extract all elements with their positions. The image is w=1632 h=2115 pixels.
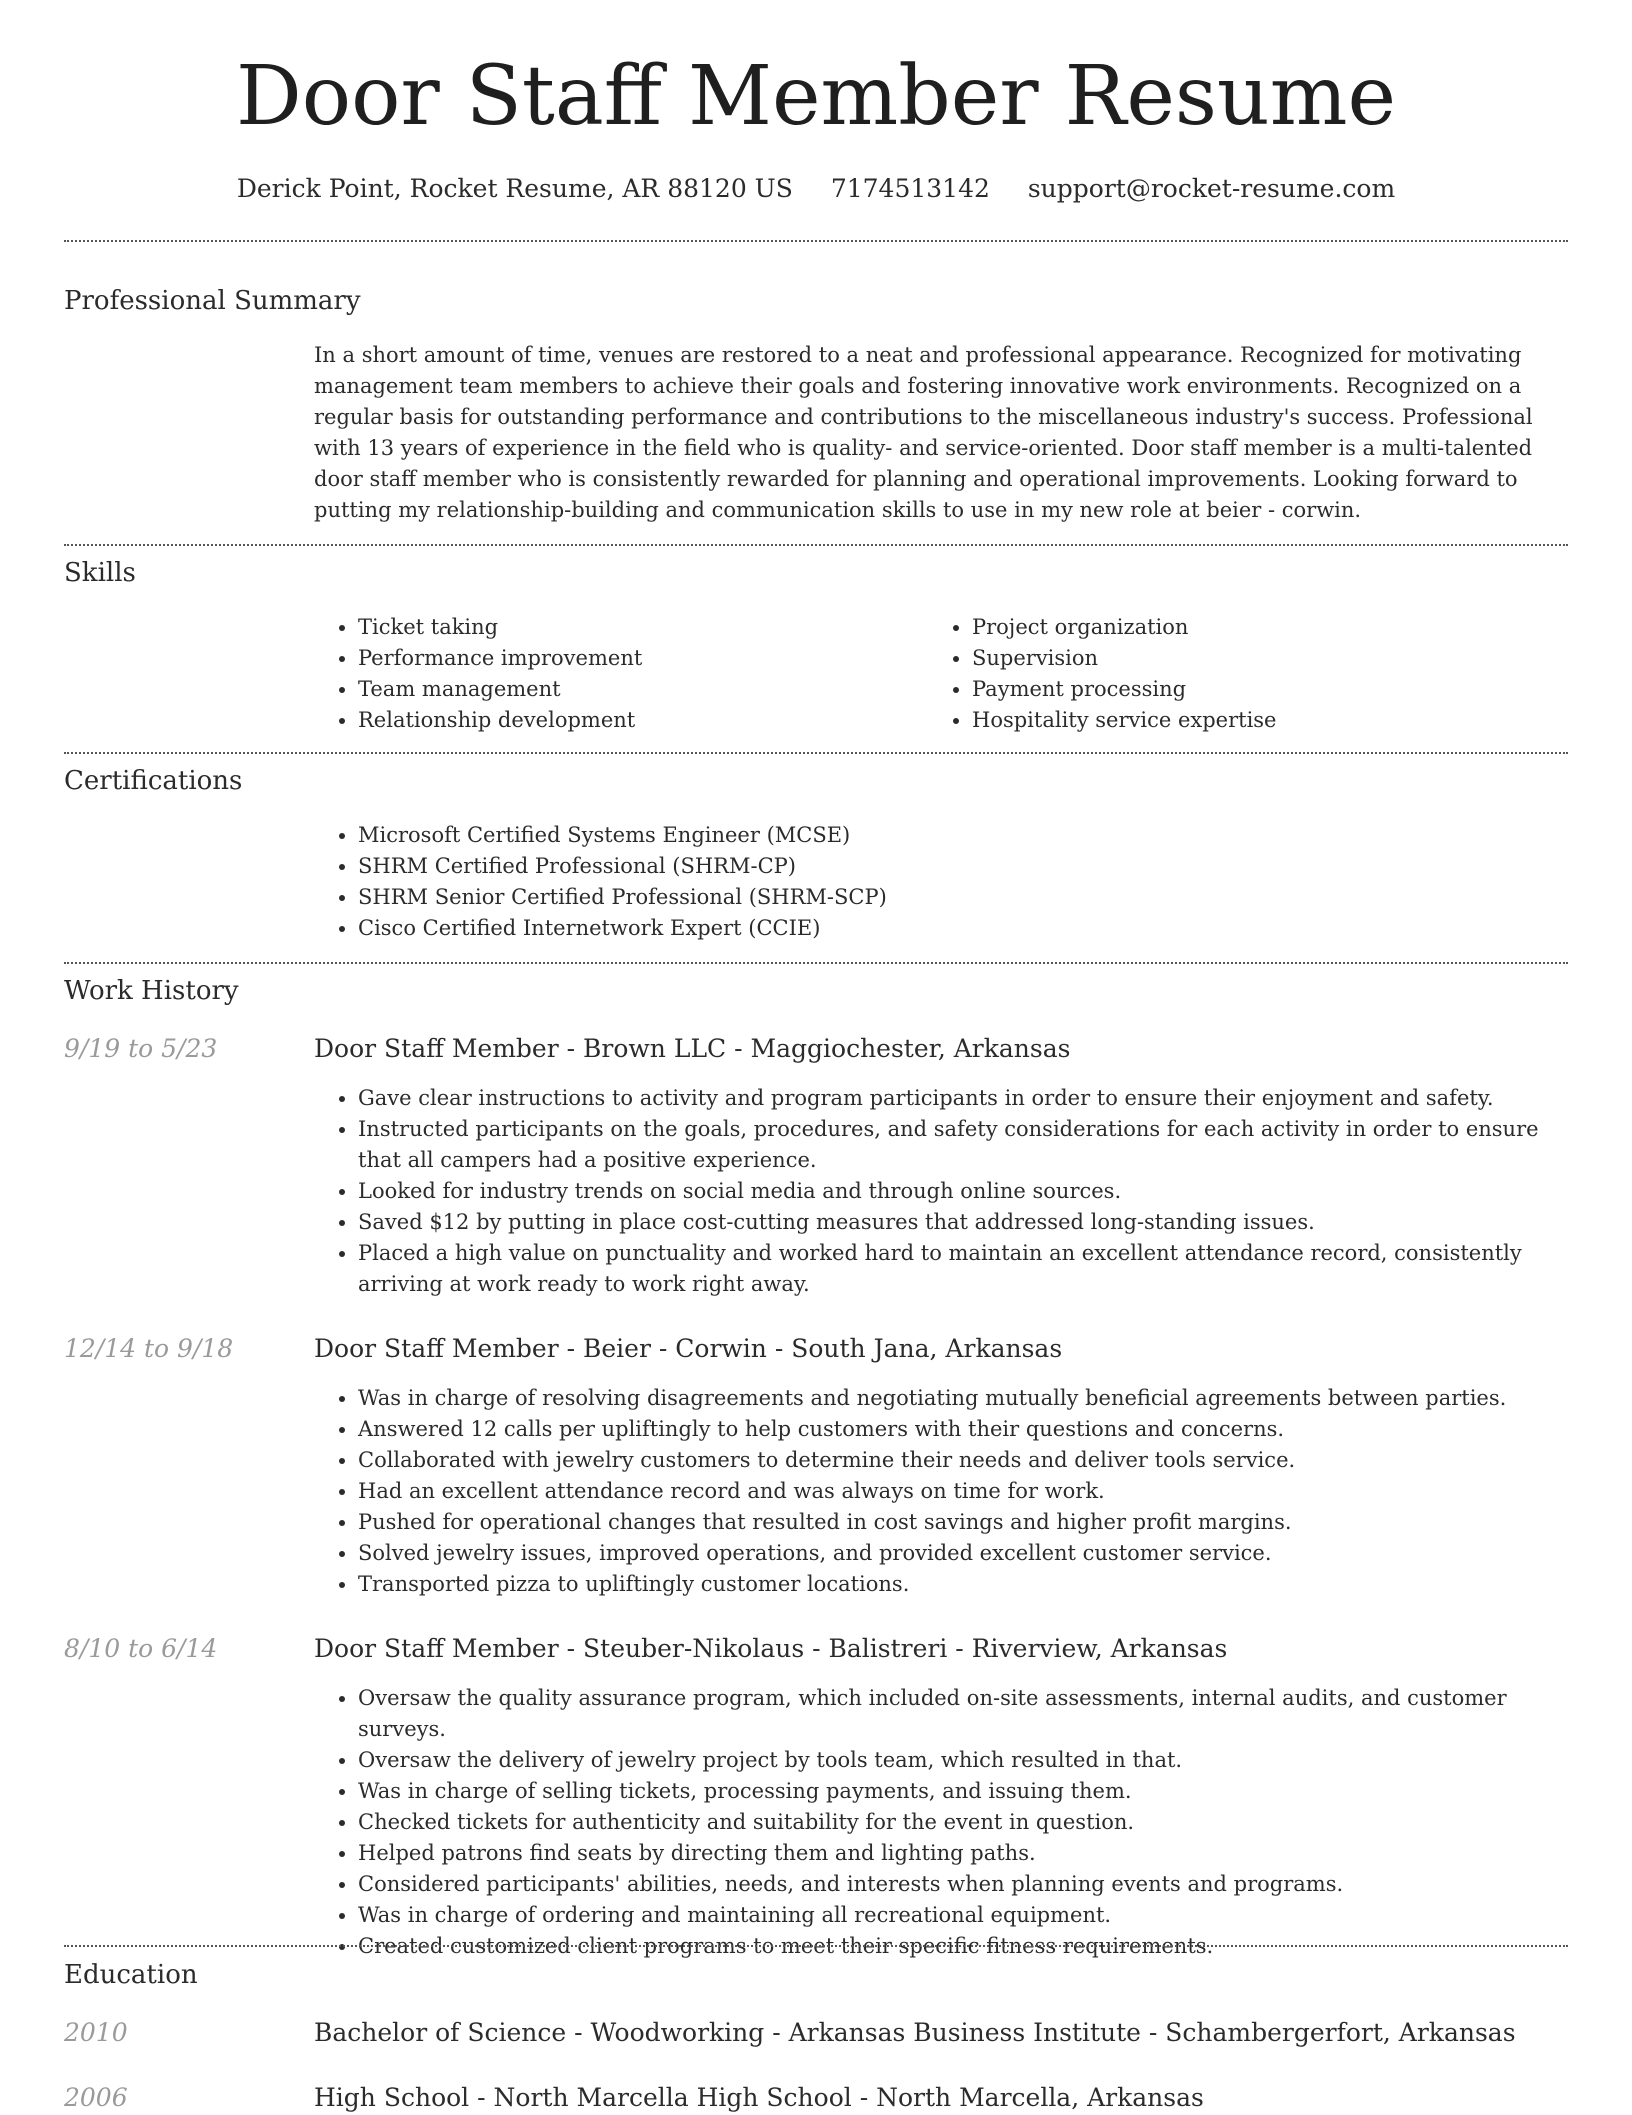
list-item: • Instructed participants on the goals, procedures, and safety considerations for each activity in order to ensure that all campers had a positive experience. [358,1114,1570,1176]
list-item: • Saved $12 by putting in place cost-cutting measures that addressed long-standing issues. [358,1207,1570,1238]
list-item: • Supervision [972,643,1592,674]
list-item: • Team management [358,674,918,705]
education-year: 2006 [64,2083,128,2112]
list-item: • Project organization [972,612,1592,643]
job-dates: 9/19 to 5/23 [64,1034,218,1063]
job-bullets [314,1083,1570,1300]
list-item: • Cisco Certified Internetwork Expert (CCIE) [358,913,1558,944]
list-item: • Helped patrons find seats by directing them and lighting paths. [358,1838,1570,1869]
list-item: • Looked for industry trends on social media and through online sources. [358,1176,1570,1207]
list-item: • Was in charge of ordering and maintaining all recreational equipment. [358,1900,1570,1931]
divider [64,752,1568,754]
job-bullets [314,1683,1570,1962]
list-item: • Considered participants' abilities, needs, and interests when planning events and programs. [358,1869,1570,1900]
certifications-list [314,820,1558,944]
list-item: • Payment processing [972,674,1592,705]
education-year: 2010 [64,2018,128,2047]
job-dates: 12/14 to 9/18 [64,1334,234,1363]
list-item: • Collaborated with jewelry customers to determine their needs and deliver tools service. [358,1445,1570,1476]
list-item: • Transported pizza to upliftingly customer locations. [358,1569,1570,1600]
list-item: • Performance improvement [358,643,918,674]
section-title-certifications: Certifications [64,766,243,796]
list-item: • Was in charge of selling tickets, processing payments, and issuing them. [358,1776,1570,1807]
contact-phone: 7174513142 [830,174,990,203]
contact-email[interactable]: support@rocket-resume.com [1027,174,1396,203]
list-item: • SHRM Senior Certified Professional (SHRM-SCP) [358,882,1558,913]
summary-text: In a short amount of time, venues are restored to a neat and professional appearance. Recognized for motivating management team members to achieve their goals and fostering innovative work environments. Recognized on a regular basis for outstanding performance and contributions to the miscellaneous industry's success. Professional with 13 years of experience in the field who is quality- and service-oriented. Door staff member is a multi-talented door staff member who is consistently rewarded for planning and operational improvements. Looking forward to putting my relationship-building and communication skills to use in my new role at beier - corwin. [314,343,1533,522]
list-item: • Checked tickets for authenticity and suitability for the event in question. [358,1807,1570,1838]
list-item: • Relationship development [358,705,918,736]
job-dates: 8/10 to 6/14 [64,1634,218,1663]
list-item: • Ticket taking [358,612,918,643]
divider [64,240,1568,242]
job-title: Door Staff Member - Brown LLC - Maggiochester, Arkansas [314,1034,1071,1063]
section-title-summary: Professional Summary [64,286,361,316]
job-title: Door Staff Member - Beier - Corwin - South Jana, Arkansas [314,1334,1063,1363]
skills-list-left [314,612,918,736]
list-item: • Gave clear instructions to activity and program participants in order to ensure their enjoyment and safety. [358,1083,1570,1114]
divider [64,1945,1568,1947]
list-item: • Was in charge of resolving disagreements and negotiating mutually beneficial agreements between parties. [358,1383,1570,1414]
list-item: • Answered 12 calls per upliftingly to help customers with their questions and concerns. [358,1414,1570,1445]
list-item: • Hospitality service expertise [972,705,1592,736]
section-title-skills: Skills [64,558,136,588]
job-bullets [314,1383,1570,1600]
list-item: • SHRM Certified Professional (SHRM-CP) [358,851,1558,882]
list-item: • Oversaw the delivery of jewelry project by tools team, which resulted in that. [358,1745,1570,1776]
list-item: • Solved jewelry issues, improved operations, and provided excellent customer service. [358,1538,1570,1569]
skills-list-right [928,612,1592,736]
section-title-education: Education [64,1960,198,1990]
job-title: Door Staff Member - Steuber-Nikolaus - Balistreri - Riverview, Arkansas [314,1634,1228,1663]
resume-title: Door Staff Member Resume [235,49,1397,144]
list-item: • Had an excellent attendance record and was always on time for work. [358,1476,1570,1507]
divider [64,962,1568,964]
contact-line [0,170,1632,208]
section-title-work-history: Work History [64,976,239,1006]
list-item: • Placed a high value on punctuality and worked hard to maintain an excellent attendance record, consistently arriving at work ready to work right away. [358,1238,1570,1300]
education-detail: High School - North Marcella High School - North Marcella, Arkansas [314,2083,1204,2112]
list-item: • Microsoft Certified Systems Engineer (MCSE) [358,820,1558,851]
list-item: • Pushed for operational changes that resulted in cost savings and higher profit margins. [358,1507,1570,1538]
list-item: • Oversaw the quality assurance program, which included on-site assessments, internal audits, and customer surveys. [358,1683,1570,1745]
education-detail: Bachelor of Science - Woodworking - Arkansas Business Institute - Schambergerfort, Arkansas [314,2018,1516,2047]
contact-address: Derick Point, Rocket Resume, AR 88120 US [236,174,793,203]
divider [64,544,1568,546]
list-item: • Created customized client programs to meet their specific fitness requirements. [358,1931,1570,1962]
